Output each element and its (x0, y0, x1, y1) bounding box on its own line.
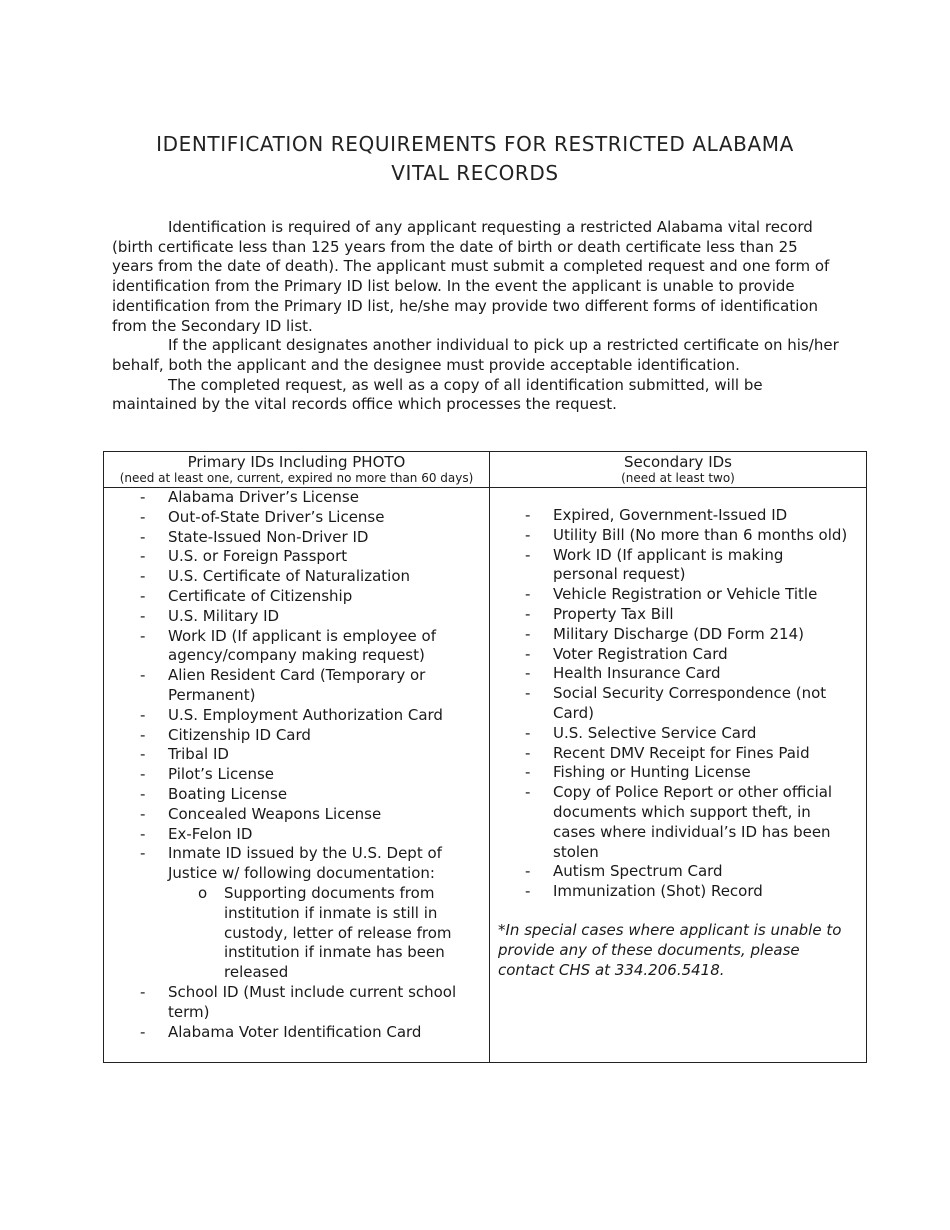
dash-bullet: - (140, 765, 146, 784)
primary-ids-header (104, 452, 490, 488)
list-item-text: State-Issued Non-Driver ID (168, 527, 369, 546)
dash-bullet: - (140, 626, 146, 645)
dash-bullet: - (140, 745, 146, 764)
list-item (490, 605, 866, 625)
dash-bullet: - (140, 527, 146, 546)
list-item (104, 567, 489, 587)
dash-bullet: - (140, 824, 146, 843)
list-item (490, 684, 866, 724)
secondary-ids-subheading: (need at least two) (621, 471, 735, 485)
list-item (104, 627, 489, 667)
document-title (112, 130, 838, 188)
list-item-text: Social Security Correspondence (not Card) (553, 684, 827, 722)
list-item-text: Tribal ID (168, 745, 229, 764)
list-item-text: Immunization (Shot) Record (553, 882, 763, 901)
list-item-text: U.S. Certificate of Naturalization (168, 567, 411, 586)
dash-bullet: - (140, 488, 146, 506)
dash-bullet: - (140, 666, 146, 685)
list-item (490, 546, 866, 586)
dash-bullet: - (525, 585, 531, 604)
primary-ids-subheading: (need at least one, current, expired no more than 60 days) (119, 471, 474, 485)
dash-bullet: - (140, 982, 146, 1001)
list-item-text: Voter Registration Card (553, 644, 728, 663)
document-title-line-2: VITAL RECORDS (391, 161, 559, 185)
list-item-text: Alabama Voter Identification Card (168, 1022, 422, 1041)
list-item-text: Expired, Government-Issued ID (553, 506, 788, 524)
list-item-text: Certificate of Citizenship (168, 586, 353, 605)
list-item-text: Alien Resident Card (Temporary or Permanent) (168, 666, 426, 704)
list-item-text: Citizenship ID Card (168, 725, 311, 744)
list-item (490, 862, 866, 882)
list-item (490, 506, 866, 526)
list-item (104, 706, 489, 726)
list-item (104, 983, 489, 1023)
list-item (104, 745, 489, 765)
dash-bullet: - (525, 604, 531, 623)
list-item-text: Fishing or Hunting License (553, 763, 751, 782)
list-item (490, 783, 866, 862)
list-item (104, 1023, 489, 1043)
table-header-row (104, 452, 867, 488)
dash-bullet: - (525, 624, 531, 643)
primary-ids-list (104, 488, 489, 1042)
dash-bullet: - (140, 784, 146, 803)
document-title-line-1: IDENTIFICATION REQUIREMENTS FOR RESTRICTED ALABAMA (156, 132, 794, 156)
list-item-text: Work ID (If applicant is making personal request) (553, 545, 784, 584)
dash-bullet: - (140, 507, 146, 526)
list-item (104, 528, 489, 548)
list-item-text: U.S. Employment Authorization Card (168, 705, 443, 724)
list-item (104, 844, 489, 983)
list-item (104, 785, 489, 805)
list-item (104, 666, 489, 706)
dash-bullet: - (525, 506, 531, 524)
list-item (490, 645, 866, 665)
list-item (104, 805, 489, 825)
dash-bullet: - (140, 725, 146, 744)
list-item (104, 726, 489, 746)
list-item (104, 488, 489, 508)
list-item-text: Copy of Police Report or other official documents which support theft, in cases where individual’s ID has been stolen (553, 783, 833, 861)
dash-bullet: - (525, 525, 531, 544)
primary-ids-cell (104, 488, 490, 1063)
list-item-text: Concealed Weapons License (168, 804, 382, 823)
secondary-ids-header (490, 452, 867, 488)
dash-bullet: - (140, 606, 146, 625)
dash-bullet: - (140, 547, 146, 566)
intro-paragraph-1: Identification is required of any applicant requesting a restricted Alabama vital record (birth certificate less than 125 years from the date of birth or death certificate less than 25 years from the date of death). The applicant must submit a completed request and one form of identification from the Primary ID list below. In the event the applicant is unable to provide identification from the Primary ID list, he/she may provide two different forms of identification from the Secondary ID list. (112, 218, 830, 335)
dash-bullet: - (525, 862, 531, 881)
list-item (490, 763, 866, 783)
list-item-text: Out-of-State Driver’s License (168, 507, 385, 526)
dash-bullet: - (525, 545, 531, 564)
list-item-text: Pilot’s License (168, 765, 275, 784)
list-item (490, 625, 866, 645)
list-item-text: Property Tax Bill (553, 604, 674, 623)
list-item (490, 526, 866, 546)
list-item-text: School ID (Must include current school term) (168, 982, 457, 1021)
special-cases-note: *In special cases where applicant is unable to provide any of these documents, please contact CHS at 334.206.5418. (498, 920, 842, 979)
dash-bullet: - (140, 567, 146, 586)
sublist-item (168, 884, 459, 983)
dash-bullet: - (525, 763, 531, 782)
list-item-text: Utility Bill (No more than 6 months old) (553, 525, 848, 544)
list-item (490, 664, 866, 684)
intro-paragraph-3: The completed request, as well as a copy of all identification submitted, will be maintained by the vital records office which processes the request. (112, 375, 763, 414)
list-item (490, 882, 866, 902)
dash-bullet: - (140, 586, 146, 605)
list-item-text: Health Insurance Card (553, 664, 721, 683)
dash-bullet: - (525, 882, 531, 901)
inmate-documentation-sublist (168, 884, 459, 983)
sublist-item-text: Supporting documents from institution if inmate is still in custody, letter of release from institution if inmate has been released (224, 883, 452, 982)
list-item-text: Recent DMV Receipt for Fines Paid (553, 743, 810, 762)
dash-bullet: - (140, 844, 146, 863)
list-item-text: Boating License (168, 784, 288, 803)
list-item-text: Ex-Felon ID (168, 824, 253, 843)
list-item-text: U.S. or Foreign Passport (168, 547, 348, 566)
dash-bullet: - (525, 723, 531, 742)
dash-bullet: - (525, 783, 531, 802)
list-item (490, 585, 866, 605)
primary-ids-heading: Primary IDs Including PHOTO (187, 453, 406, 471)
table-body-row (104, 488, 867, 1063)
list-item-text: Autism Spectrum Card (553, 862, 723, 881)
list-item-text: Inmate ID issued by the U.S. Dept of Justice w/ following documentation: (168, 844, 442, 883)
list-item (104, 765, 489, 785)
list-item-text: Vehicle Registration or Vehicle Title (553, 585, 818, 604)
secondary-ids-cell (490, 488, 867, 1063)
list-item (490, 724, 866, 744)
list-item (104, 607, 489, 627)
list-item-text: Military Discharge (DD Form 214) (553, 624, 804, 643)
dash-bullet: - (140, 705, 146, 724)
list-item (490, 744, 866, 764)
dash-bullet: - (140, 1022, 146, 1041)
dash-bullet: - (525, 644, 531, 663)
list-item (104, 825, 489, 845)
list-item-text: Alabama Driver’s License (168, 488, 359, 506)
list-item-text: Work ID (If applicant is employee of agency/company making request) (168, 626, 437, 665)
list-item (104, 508, 489, 528)
intro-text (112, 218, 842, 415)
secondary-ids-list (490, 506, 866, 902)
circle-bullet-icon: o (198, 883, 208, 902)
list-item (104, 547, 489, 567)
list-item (104, 587, 489, 607)
id-requirements-table (103, 451, 867, 1063)
dash-bullet: - (525, 743, 531, 762)
secondary-ids-heading: Secondary IDs (624, 453, 732, 471)
list-item-text: U.S. Selective Service Card (553, 723, 757, 742)
intro-paragraph-2: If the applicant designates another individual to pick up a restricted certificate on his/her behalf, both the applicant and the designee must provide acceptable identification. (112, 336, 839, 374)
dash-bullet: - (140, 804, 146, 823)
dash-bullet: - (525, 664, 531, 683)
dash-bullet: - (525, 684, 531, 703)
list-item-text: U.S. Military ID (168, 606, 280, 625)
